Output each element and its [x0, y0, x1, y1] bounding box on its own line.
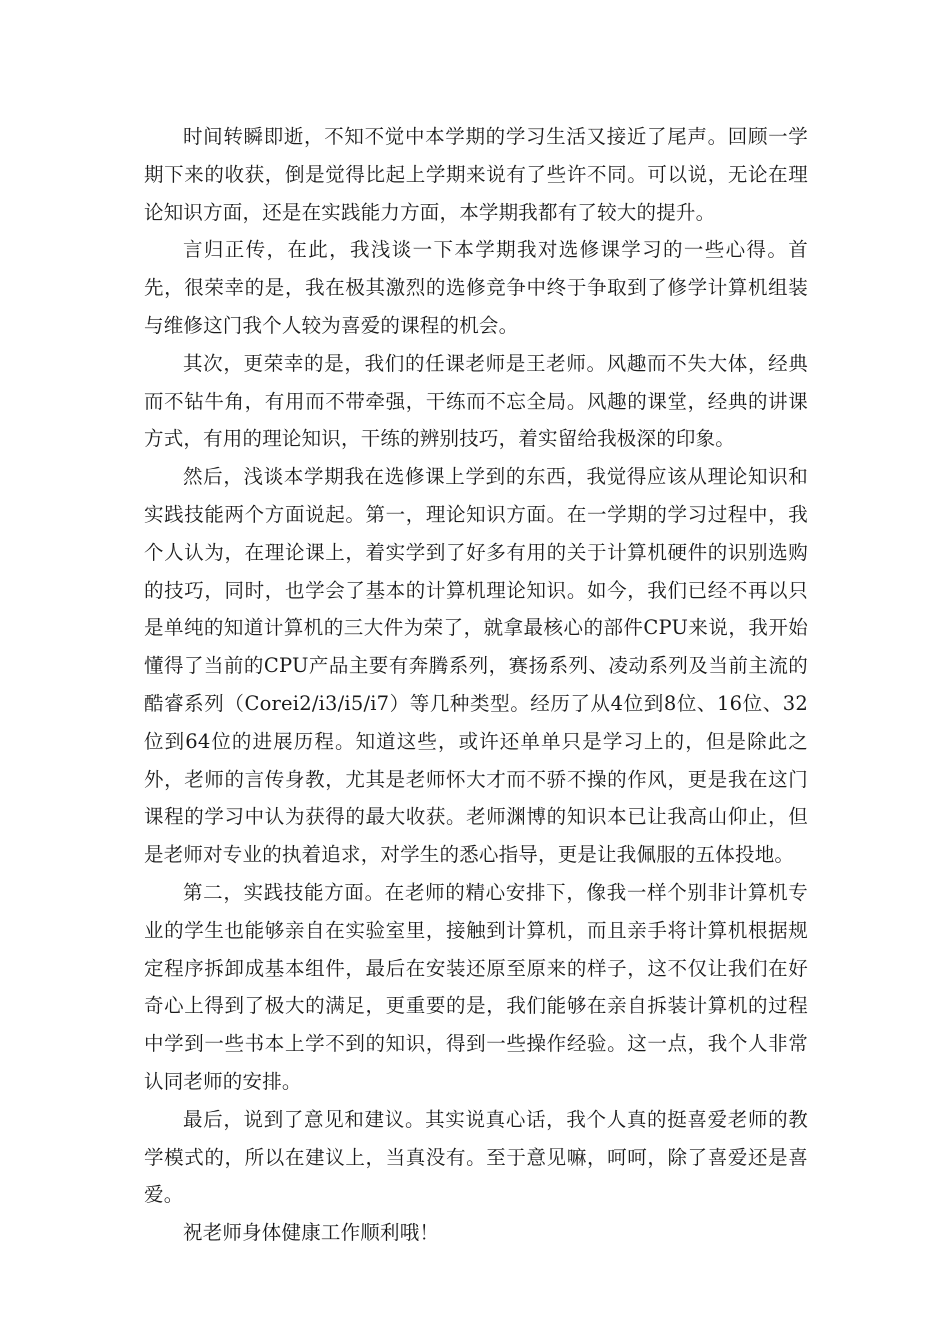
paragraph-closing: 祝老师身体健康工作顺利哦！ [183, 1221, 440, 1245]
paragraph-practice: 第二，实践技能方面。在老师的精心安排下，像我一样个别非计算机专业的学生也能够亲自在实验室里，接触到计算机，而且亲手将计算机根据规定程序拆卸成基本组件，最后在安装还原至原来的样子，这不仅让我们在好奇心上得到了极大的满足，更重要的是，我们能够在亲自拆装计算机的过程中学到一些书本上学不到的知识，得到一些操作经验。这一点，我个人非常认同老师的安排。 [144, 880, 808, 1093]
paragraph-theory: 然后，浅谈本学期我在选修课上学到的东西，我觉得应该从理论知识和实践技能两个方面说起。第一，理论知识方面。在一学期的学习过程中，我个人认为，在理论课上，着实学到了好多有用的关于计算机硬件的识别选购的技巧，同时，也学会了基本的计算机理论知识。如今，我们已经不再以只是单纯的知道计算机的三大件为荣了，就拿最核心的部件CPU来说，我开始懂得了当前的CPU产品主要有奔腾系列，赛扬系列、凌动系列及当前主流的酷睿系列（Corei2/i3/i5/i7）等几种类型。经历了从4位到8位、16位、32位到64位的进展历程。知道这些，或许还单单只是学习上的，但是除此之外，老师的言传身教，尤其是老师怀大才而不骄不操的作风，更是我在这门课程的学习中认为获得的最大收获。老师渊博的知识本已让我高山仰止，但是老师对专业的执着追求，对学生的悉心指导，更是让我佩服的五体投地。 [144, 465, 808, 867]
paragraph-suggestions: 最后，说到了意见和建议。其实说真心话，我个人真的挺喜爱老师的教学模式的，所以在建议上，当真没有。至于意见嘛，呵呵，除了喜爱还是喜爱。 [144, 1107, 808, 1207]
paragraph-elective: 言归正传，在此，我浅谈一下本学期我对选修课学习的一些心得。首先，很荣幸的是，我在极其激烈的选修竞争中终于争取到了修学计算机组装与维修这门我个人较为喜爱的课程的机会。 [144, 238, 808, 337]
paragraph-teacher: 其次，更荣幸的是，我们的任课老师是王老师。风趣而不失大体，经典而不钻牛角，有用而不带牵强，干练而不忘全局。风趣的课堂，经典的讲课方式，有用的理论知识，干练的辨别技巧，着实留给我极深的印象。 [144, 351, 808, 451]
paragraph-intro: 时间转瞬即逝，不知不觉中本学期的学习生活又接近了尾声。回顾一学期下来的收获，倒是觉得比起上学期来说有了些许不同。可以说，无论在理论知识方面，还是在实践能力方面，本学期我都有了较大的提升。 [144, 125, 808, 224]
document-body [144, 118, 808, 1252]
